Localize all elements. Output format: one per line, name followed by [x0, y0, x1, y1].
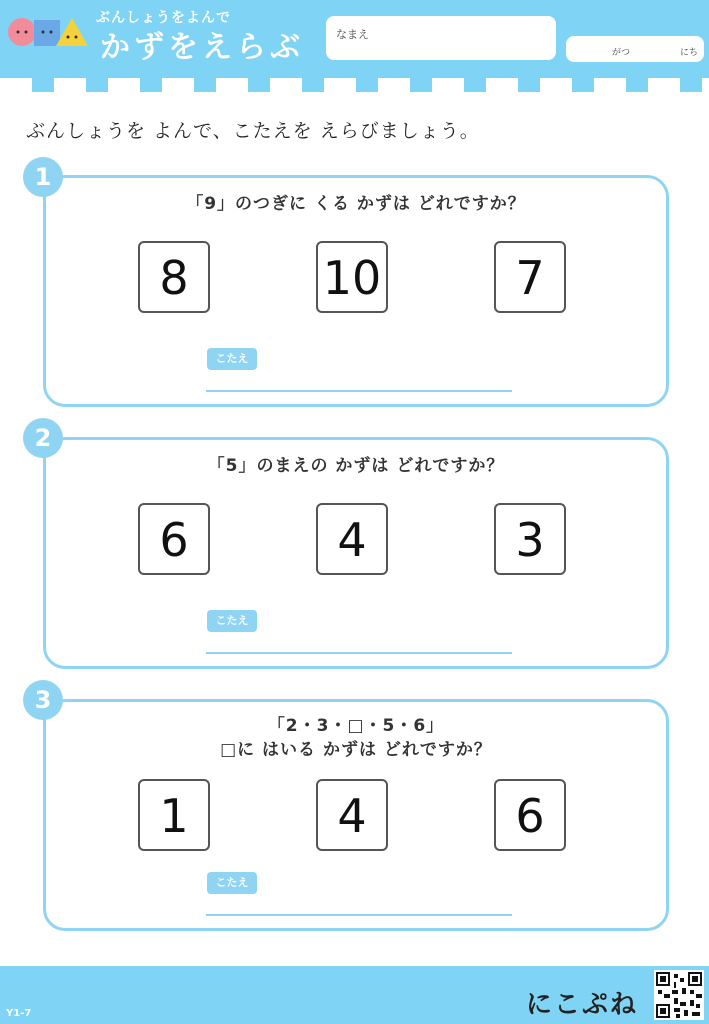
worksheet-code: Y1-7	[6, 1008, 32, 1019]
instruction-text: ぶんしょうを よんで、こたえを えらびましょう。	[26, 120, 480, 142]
question-card-2	[43, 437, 669, 669]
question-text	[46, 454, 666, 478]
question-card-1	[43, 175, 669, 407]
header-banner	[0, 0, 709, 92]
brand-logo: にこぷね	[526, 990, 639, 1020]
answer-label: こたえ	[207, 610, 257, 632]
answer-label: こたえ	[207, 872, 257, 894]
logo-shapes-icon	[6, 10, 90, 60]
question-number-1: 1	[23, 157, 63, 197]
question-number-2: 2	[23, 418, 63, 458]
answer-option-3[interactable]: 7	[494, 241, 566, 313]
question-line: 「2・3・□・5・6」	[267, 716, 445, 736]
question-line: 「5」のまえの かずは どれですか？	[207, 456, 505, 476]
question-card-3	[43, 699, 669, 931]
worksheet-title: かずをえらぶ	[100, 30, 304, 65]
answer-option-1[interactable]: 8	[138, 241, 210, 313]
header-scallop-divider	[0, 78, 709, 92]
answer-writing-line[interactable]	[206, 390, 512, 392]
question-line: □に はいる かずは どれですか？	[220, 740, 492, 760]
answer-label: こたえ	[207, 348, 257, 370]
month-label: がつ	[612, 48, 631, 58]
answer-writing-line[interactable]	[206, 652, 512, 654]
name-field[interactable]	[326, 16, 556, 60]
question-number-3: 3	[23, 680, 63, 720]
day-label: にち	[680, 48, 699, 58]
date-field[interactable]	[566, 36, 704, 62]
name-label: なまえ	[336, 28, 369, 41]
answer-option-1[interactable]: 1	[138, 779, 210, 851]
qr-code-icon	[654, 970, 704, 1020]
worksheet-subtitle: ぶんしょうをよんで	[96, 10, 231, 26]
answer-option-2[interactable]: 4	[316, 779, 388, 851]
answer-option-2[interactable]: 10	[316, 241, 388, 313]
footer-banner	[0, 966, 709, 1024]
question-text	[46, 192, 666, 216]
answer-option-3[interactable]: 3	[494, 503, 566, 575]
question-text	[46, 714, 666, 762]
answer-option-1[interactable]: 6	[138, 503, 210, 575]
answer-option-3[interactable]: 6	[494, 779, 566, 851]
answer-option-2[interactable]: 4	[316, 503, 388, 575]
answer-writing-line[interactable]	[206, 914, 512, 916]
question-line: 「9」のつぎに くる かずは どれですか？	[186, 194, 526, 214]
